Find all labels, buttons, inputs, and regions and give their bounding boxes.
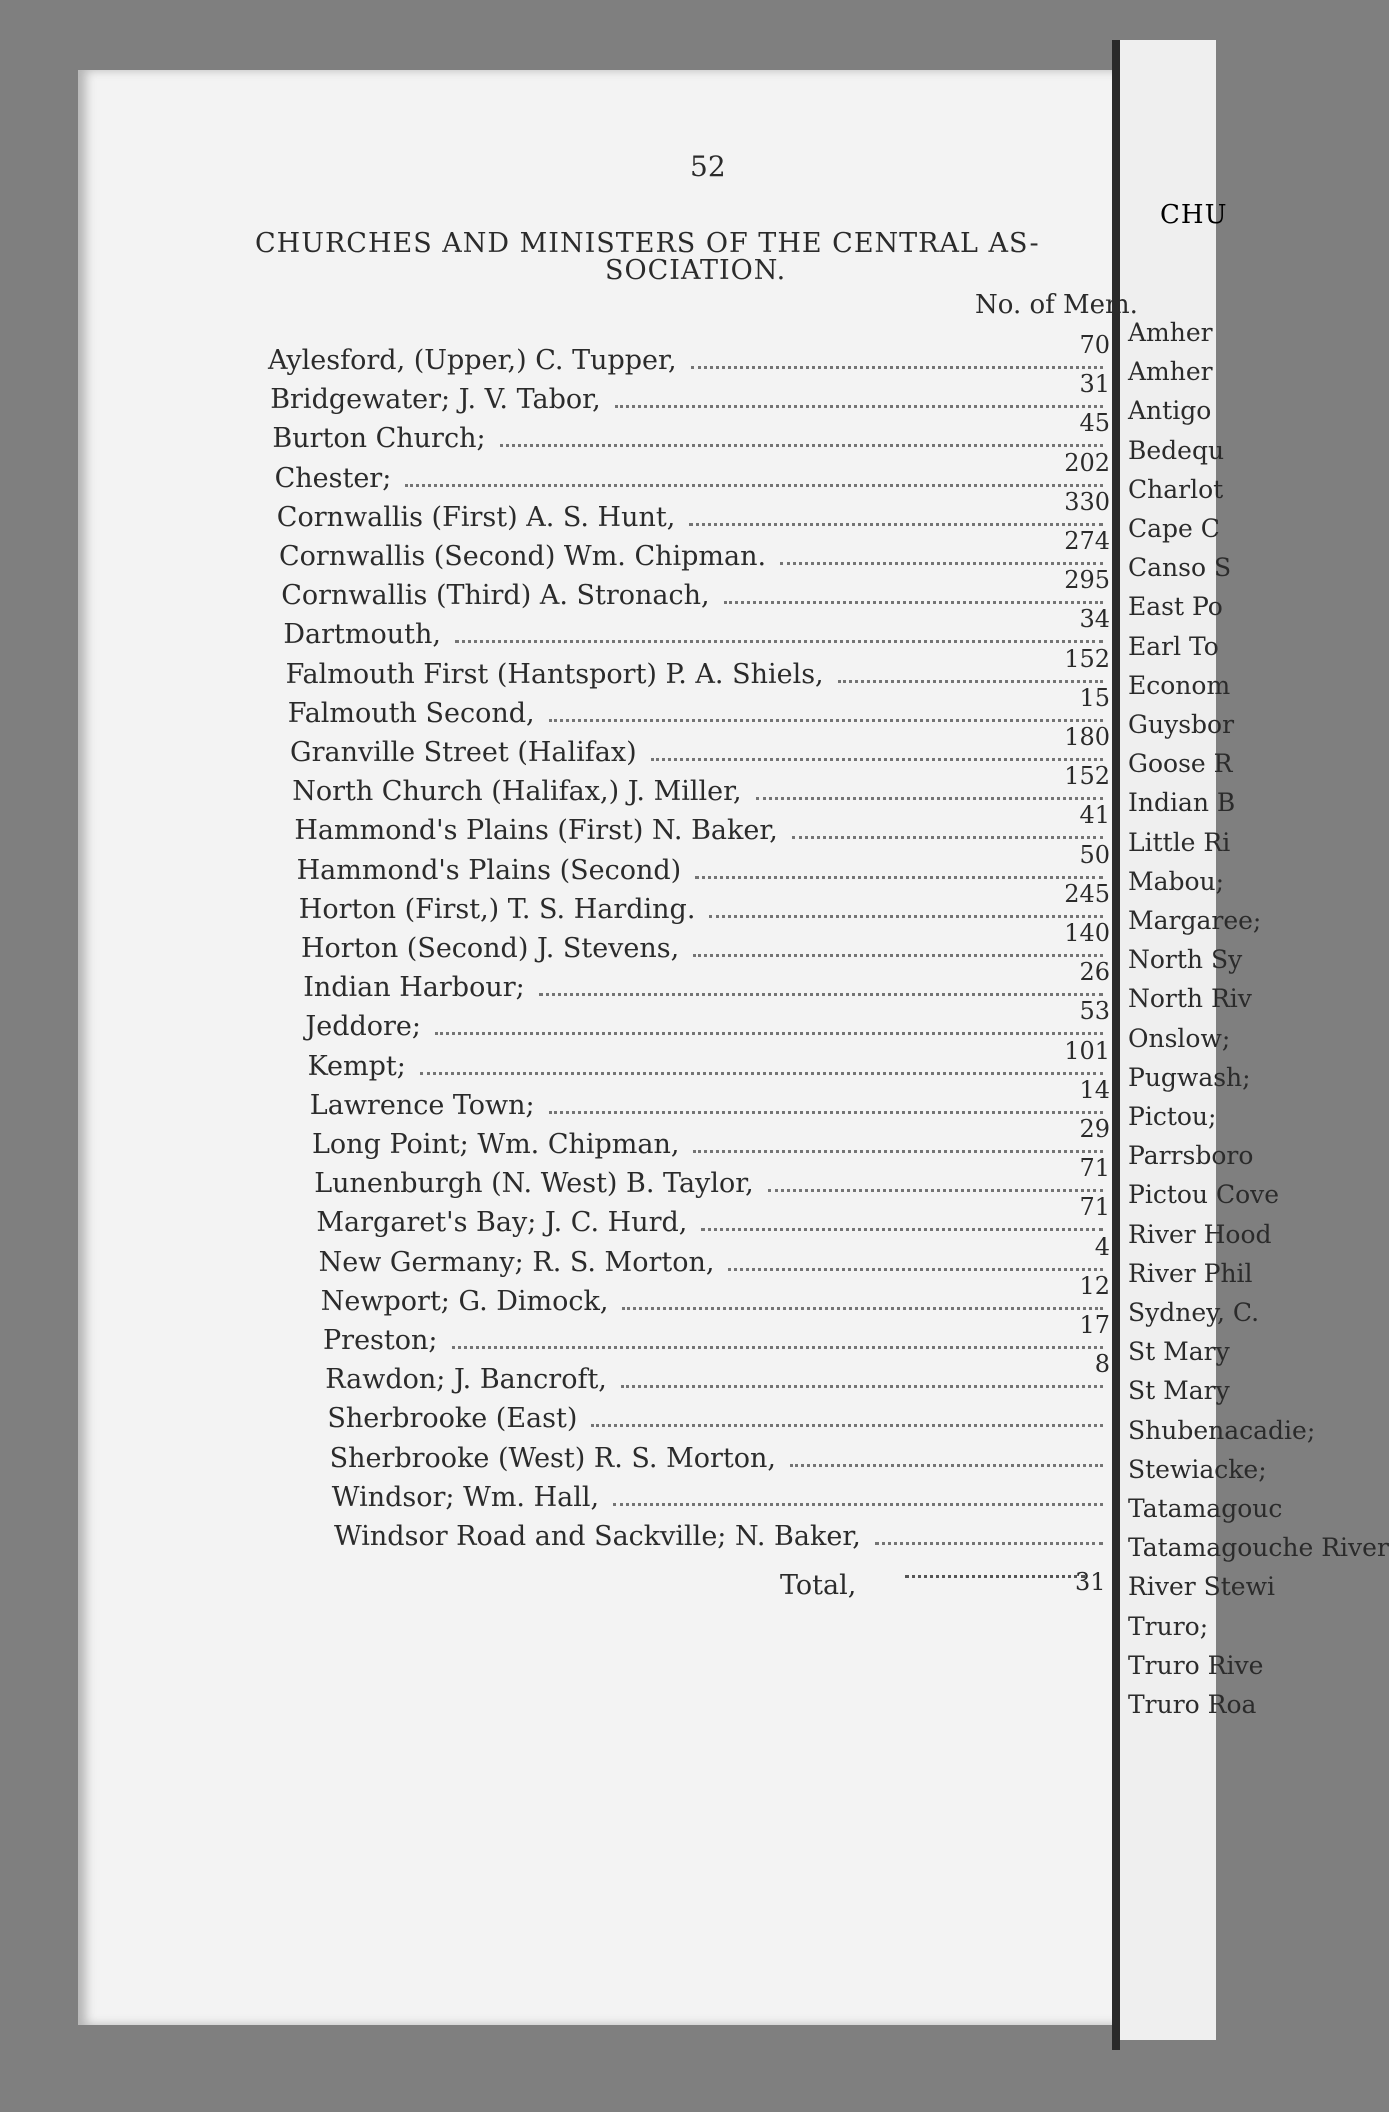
right-page-line: East Po bbox=[1128, 592, 1223, 622]
church-name: Margaret's Bay; J. C. Hurd, bbox=[316, 1207, 688, 1239]
right-page-line: Canso S bbox=[1128, 553, 1232, 583]
right-page-line: Mabou; bbox=[1128, 866, 1225, 896]
church-name: Sherbrooke (East) bbox=[327, 1403, 578, 1435]
church-name: Preston; bbox=[323, 1325, 438, 1356]
church-name: Chester; bbox=[274, 462, 392, 494]
church-row bbox=[272, 423, 1113, 461]
page-heading-continued: SOCIATION. bbox=[605, 255, 787, 286]
right-page-line: Earl To bbox=[1128, 631, 1219, 661]
church-name: Hammond's Plains (First) N. Baker, bbox=[294, 815, 778, 847]
church-row bbox=[268, 345, 1113, 383]
leader-dots bbox=[405, 484, 1103, 487]
leader-dots bbox=[756, 797, 1103, 800]
leader-dots bbox=[549, 1111, 1103, 1114]
member-count: 50 bbox=[1079, 840, 1110, 869]
member-count: 53 bbox=[1079, 997, 1110, 1026]
right-page-line: Truro; bbox=[1128, 1611, 1209, 1641]
right-page-line: Goose R bbox=[1128, 749, 1233, 779]
church-row bbox=[305, 1011, 1113, 1049]
leader-dots bbox=[420, 1072, 1103, 1075]
church-name: Bridgewater; J. V. Tabor, bbox=[270, 384, 601, 416]
leader-dots bbox=[875, 1542, 1103, 1545]
member-count: 31 bbox=[1079, 370, 1110, 399]
leader-dots bbox=[693, 1150, 1103, 1153]
leader-dots bbox=[790, 1464, 1103, 1467]
church-row bbox=[314, 1168, 1113, 1206]
member-count: 29 bbox=[1079, 1115, 1110, 1143]
right-page-line: Truro Rive bbox=[1128, 1650, 1264, 1680]
church-row bbox=[281, 580, 1113, 618]
right-page-line: Econom bbox=[1128, 670, 1231, 700]
leader-dots bbox=[709, 915, 1103, 918]
church-name: Horton (First,) T. S. Harding. bbox=[298, 893, 696, 925]
leader-dots bbox=[613, 1503, 1103, 1506]
member-count: 71 bbox=[1079, 1193, 1110, 1222]
church-row bbox=[325, 1364, 1113, 1402]
church-name: Newport; G. Dimock, bbox=[320, 1285, 609, 1317]
right-page-line: Indian B bbox=[1128, 788, 1236, 818]
church-name: Kempt; bbox=[307, 1050, 406, 1082]
member-count: 34 bbox=[1079, 605, 1110, 634]
church-row bbox=[299, 894, 1113, 932]
member-count: 41 bbox=[1079, 801, 1110, 830]
right-page-line: Parrsboro bbox=[1128, 1141, 1254, 1171]
right-page-line: North Sy bbox=[1128, 945, 1243, 975]
leader-dots bbox=[615, 405, 1103, 408]
page-heading: CHURCHES AND MINISTERS OF THE CENTRAL AS- bbox=[255, 228, 1040, 259]
member-count: 295 bbox=[1064, 566, 1110, 595]
church-row bbox=[330, 1443, 1113, 1481]
church-name: Burton Church; bbox=[272, 423, 486, 455]
right-page-line: Sydney, C. bbox=[1128, 1298, 1260, 1327]
page-number: 52 bbox=[690, 150, 726, 183]
right-page-heading: CHU bbox=[1160, 200, 1228, 230]
church-name: Jeddore; bbox=[305, 1011, 421, 1043]
right-page-line: St Mary bbox=[1128, 1337, 1230, 1367]
church-name: Horton (Second) J. Stevens, bbox=[301, 933, 680, 964]
leader-dots bbox=[591, 1424, 1103, 1427]
right-page-line: Pictou Cove bbox=[1128, 1180, 1280, 1210]
leader-dots bbox=[549, 719, 1103, 722]
total-label: Total, bbox=[780, 1570, 857, 1601]
church-row bbox=[292, 776, 1113, 814]
right-page-line: Tatamagouc bbox=[1128, 1494, 1283, 1523]
member-count: 4 bbox=[1094, 1232, 1110, 1261]
church-row bbox=[303, 972, 1113, 1010]
leader-dots bbox=[435, 1032, 1103, 1035]
church-row bbox=[327, 1403, 1113, 1441]
church-row bbox=[279, 541, 1113, 579]
church-name: Aylesford, (Upper,) C. Tupper, bbox=[268, 345, 677, 376]
church-name: Granville Street (Halifax) bbox=[290, 737, 637, 768]
member-count: 152 bbox=[1064, 644, 1110, 673]
church-row bbox=[323, 1325, 1113, 1363]
church-row bbox=[283, 619, 1113, 657]
church-row bbox=[321, 1286, 1113, 1324]
right-page-line: Bedequ bbox=[1128, 435, 1225, 465]
church-row bbox=[270, 384, 1113, 422]
member-count: 71 bbox=[1079, 1154, 1110, 1183]
member-count: 202 bbox=[1064, 448, 1110, 477]
leader-dots bbox=[792, 836, 1103, 839]
church-name: Lunenburgh (N. West) B. Taylor, bbox=[314, 1168, 754, 1200]
right-page-line: Onslow; bbox=[1128, 1023, 1231, 1053]
members-column-header: No. of Mem. bbox=[975, 290, 1138, 320]
church-name: North Church (Halifax,) J. Miller, bbox=[292, 776, 742, 808]
church-row bbox=[334, 1521, 1113, 1559]
church-row bbox=[286, 659, 1113, 697]
leader-dots bbox=[539, 993, 1103, 996]
church-row bbox=[308, 1051, 1113, 1089]
member-count: 180 bbox=[1064, 723, 1110, 751]
leader-dots bbox=[651, 758, 1103, 761]
right-page-line: Shubenacadie; bbox=[1128, 1415, 1316, 1445]
right-page-line: Little Ri bbox=[1128, 827, 1231, 857]
church-name: Cornwallis (Third) A. Stronach, bbox=[281, 580, 710, 612]
right-page-line: Margaree; bbox=[1128, 906, 1262, 935]
right-page-line: Tatamagouche River bbox=[1128, 1533, 1389, 1563]
right-page-line: Guysbor bbox=[1128, 710, 1235, 739]
church-row bbox=[297, 855, 1113, 893]
church-row bbox=[310, 1090, 1113, 1128]
leader-dots bbox=[728, 1268, 1103, 1271]
leader-dots bbox=[780, 562, 1103, 565]
right-page-line: Cape C bbox=[1128, 514, 1220, 543]
member-count: 274 bbox=[1064, 527, 1110, 555]
church-row bbox=[319, 1247, 1113, 1285]
right-page-line: River Phil bbox=[1128, 1258, 1253, 1288]
right-page-line: Charlot bbox=[1128, 474, 1224, 504]
total-value: 31 bbox=[1075, 1568, 1106, 1596]
church-name: Lawrence Town; bbox=[309, 1089, 535, 1121]
church-name: Cornwallis (First) A. S. Hunt, bbox=[276, 501, 676, 533]
leader-dots bbox=[455, 640, 1103, 643]
leader-dots bbox=[689, 523, 1103, 526]
church-name: Falmouth Second, bbox=[287, 697, 535, 729]
church-row bbox=[301, 933, 1113, 971]
member-count: 8 bbox=[1094, 1350, 1110, 1379]
member-count: 101 bbox=[1064, 1036, 1110, 1065]
right-page-line: Antigo bbox=[1128, 396, 1212, 426]
right-page-line: River Hood bbox=[1128, 1219, 1272, 1249]
church-row bbox=[290, 737, 1113, 775]
right-page-line: Pictou; bbox=[1128, 1102, 1217, 1131]
church-name: Sherbrooke (West) R. S. Morton, bbox=[329, 1442, 776, 1474]
church-row bbox=[332, 1482, 1113, 1520]
church-row bbox=[312, 1129, 1113, 1167]
church-name: Hammond's Plains (Second) bbox=[296, 854, 682, 886]
member-count: 70 bbox=[1079, 331, 1110, 359]
leader-dots bbox=[724, 601, 1103, 604]
member-count: 330 bbox=[1064, 487, 1110, 516]
church-name: Windsor Road and Sackville; N. Baker, bbox=[334, 1521, 861, 1552]
leader-dots bbox=[701, 1228, 1103, 1231]
member-count: 26 bbox=[1079, 958, 1110, 987]
member-count: 245 bbox=[1064, 879, 1110, 908]
church-row bbox=[288, 698, 1113, 736]
leader-dots bbox=[621, 1385, 1103, 1388]
right-page-line: Amher bbox=[1128, 357, 1213, 387]
member-count: 45 bbox=[1079, 409, 1110, 438]
right-page-line: Amher bbox=[1128, 318, 1213, 347]
leader-dots bbox=[622, 1307, 1103, 1310]
member-count: 152 bbox=[1064, 762, 1110, 791]
member-count: 14 bbox=[1079, 1075, 1110, 1104]
church-name: Indian Harbour; bbox=[303, 972, 525, 1004]
leader-dots bbox=[693, 954, 1103, 957]
church-name: Rawdon; J. Bancroft, bbox=[325, 1364, 607, 1396]
member-count: 15 bbox=[1079, 683, 1110, 712]
church-name: Windsor; Wm. Hall, bbox=[331, 1481, 600, 1513]
member-count: 17 bbox=[1079, 1311, 1110, 1339]
church-name: Cornwallis (Second) Wm. Chipman. bbox=[279, 541, 767, 572]
church-name: Dartmouth, bbox=[283, 619, 441, 651]
church-row bbox=[316, 1207, 1113, 1245]
church-name: Long Point; Wm. Chipman, bbox=[312, 1129, 680, 1160]
right-page-line: St Mary bbox=[1128, 1376, 1230, 1406]
church-row bbox=[275, 463, 1113, 501]
right-page-line: North Riv bbox=[1128, 984, 1252, 1014]
right-page-line: River Stewi bbox=[1128, 1572, 1275, 1602]
leader-dots bbox=[691, 366, 1103, 369]
member-count: 12 bbox=[1079, 1271, 1110, 1300]
leader-dots bbox=[500, 444, 1103, 447]
church-row bbox=[277, 502, 1113, 540]
leader-dots bbox=[452, 1346, 1104, 1349]
leader-dots bbox=[695, 876, 1103, 879]
leader-dots bbox=[838, 680, 1103, 683]
right-page-line: Pugwash; bbox=[1128, 1062, 1251, 1092]
right-page-line: Stewiacke; bbox=[1128, 1454, 1267, 1484]
right-page-line: Truro Roa bbox=[1128, 1690, 1257, 1719]
church-row bbox=[294, 815, 1113, 853]
member-count: 140 bbox=[1064, 919, 1110, 947]
church-name: Falmouth First (Hantsport) P. A. Shiels, bbox=[285, 658, 824, 690]
leader-dots bbox=[768, 1189, 1103, 1192]
church-name: New Germany; R. S. Morton, bbox=[318, 1246, 715, 1278]
total-leader-dots bbox=[905, 1575, 1085, 1578]
